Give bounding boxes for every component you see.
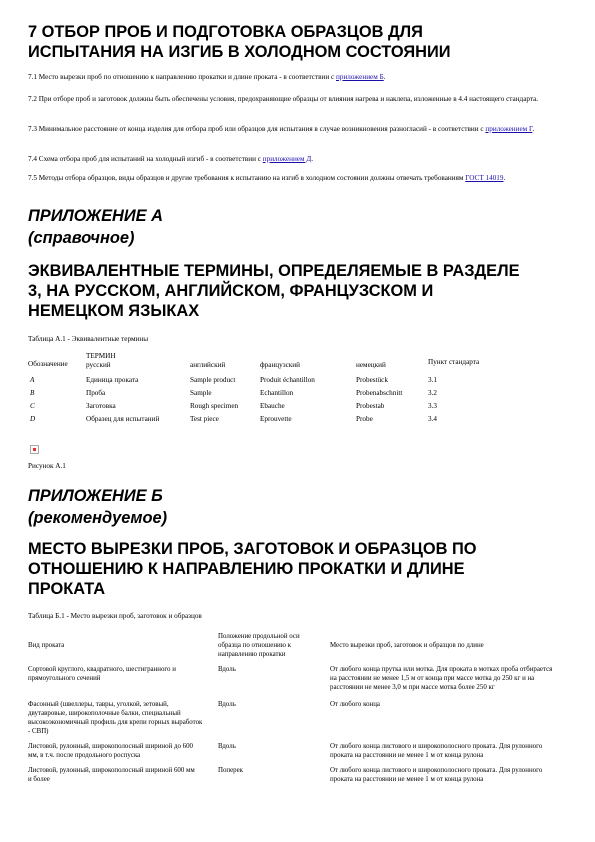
table-a1-cell-de: Probestab [356,402,385,410]
paragraph-7-3 [28,125,568,135]
paragraph-7-5-end: . [503,174,506,182]
appendix-a-title-line2: 3, НА РУССКОМ, АНГЛИЙСКОМ, ФРАНЦУЗСКОМ И [28,282,434,300]
paragraph-7-4-end: . [311,155,314,163]
table-b1-caption: Таблица Б.1 - Место вырезки проб, заготовок и образцов [28,612,202,620]
table-a1-cell-ru: Заготовка [86,402,116,410]
table-b1 [28,632,554,784]
table-a1-cell-item: 3.4 [428,415,437,423]
table-b1-cell-type: Листовой, рулонный, широкополосный шириной до 600 мм, в т.ч. после продольного роспуска [28,743,193,759]
appendix-b-title-line3: ПРОКАТА [28,580,106,598]
paragraph-7-4-text: 7.4 Схема отбора проб для испытаний на холодный изгиб - в соответствии с [28,155,263,163]
table-b1-cell-location: От любого конца прутка или мотка. Для проката в мотках проба отбирается на расстоянии не менее 1,5 м от конца при массе мотка до 250 кг и на расстоянии не менее 3,0 м при массе мотка более 250 кг [330,666,553,691]
table-b1-cell-axis: Вдоль [218,743,236,750]
table-b1-cell-type: Фасонный (швеллеры, тавры, уголкой, зетовый, двутавровые, широкополочные балки, специальный высокоэкономичный профиль для крепи горных выработок - СВП) [28,701,203,735]
appendix-a-heading [28,205,163,249]
table-b1-cell-axis: Поперек [218,767,244,774]
table-b1-header-axis: Положение продольной оси образца по отношению к направлению прокатки [218,633,300,658]
table-a1-caption: Таблица А.1 - Эквивалентные термины [28,335,149,343]
table-row [28,742,554,766]
table-a1-cell-en: Rough specimen [190,402,239,410]
appendix-b-heading [28,485,167,529]
table-a1-header-item: Пункт стандарта [428,358,480,366]
table-a1-cell-designation: С [30,402,35,410]
appendix-b-subtitle: (рекомендуемое) [28,509,168,527]
table-b1-header-location: Место вырезки проб, заготовок и образцов по длине [330,642,484,649]
table-b1-header-type: Вид проката [28,642,65,649]
table-a1-header-row-1 [28,352,498,361]
table-row [28,389,498,402]
table-a1-cell-ru: Проба [86,389,106,397]
table-a1-cell-designation: D [30,415,36,423]
appendix-a-subtitle: (справочное) [28,229,135,247]
table-a1-header-de: немецкий [356,361,386,369]
appendix-b-title-line2: ОТНОШЕНИЮ К НАПРАВЛЕНИЮ ПРОКАТКИ И ДЛИНЕ [28,560,465,578]
table-b1-cell-location: От любого конца листового и широкополосного проката. Для рулонного проката на расстоянии не менее 1 м от конца рулона [330,767,543,783]
table-a1-header-ru: русский [86,361,111,369]
paragraph-7-1-text: 7.1 Место вырезки проб по отношению к направлению прокатки и длине проката - в соответствии с [28,73,337,81]
table-b1-cell-axis: Вдоль [218,666,236,673]
link-appendix-d[interactable]: приложением Д [262,155,312,163]
table-row [28,402,498,415]
table-a1-header-fr: французский [260,361,300,369]
table-b1-cell-type: Листовой, рулонный, широкополосный шириной 600 мм и более [28,767,195,783]
table-a1-cell-designation: А [30,376,35,384]
paragraph-7-1-end: . [383,73,386,81]
appendix-b-title-line1: МЕСТО ВЫРЕЗКИ ПРОБ, ЗАГОТОВОК И ОБРАЗЦОВ ПО [28,540,477,558]
appendix-a-title [28,261,568,321]
table-a1-cell-en: Sample product [190,376,236,384]
table-b1-cell-location: От любого конца [330,701,380,708]
table-b1-cell-type: Сортовой круглого, квадратного, шестигранного и прямоугольного сечений [28,666,176,682]
table-b1-cell-location: От любого конца листового и широкополосного проката. Для рулонного проката на расстоянии не менее 1 м от конца рулона [330,743,543,759]
table-row [28,700,554,742]
table-a1-cell-item: 3.1 [428,376,437,384]
appendix-a-label: ПРИЛОЖЕНИЕ А [28,207,163,225]
paragraph-7-3-text: 7.3 Минимальное расстояние от конца изделия для отбора проб или образцов для испытания в случае возникновения разногласий - в соответствии с [28,125,486,133]
broken-image-icon [30,441,39,459]
table-row [28,376,498,389]
table-a1-header-term: ТЕРМИН [86,352,116,360]
table-a1-cell-fr: Echantillon [260,389,294,397]
section-7-title-line2: ИСПЫТАНИЯ НА ИЗГИБ В ХОЛОДНОМ СОСТОЯНИИ [28,43,451,61]
link-appendix-g[interactable]: приложением Г [485,125,533,133]
paragraph-7-3-end: . [532,125,535,133]
table-a1-cell-fr: Produit échantillon [260,376,315,384]
paragraph-7-5 [28,174,568,184]
paragraph-7-5-text: 7.5 Методы отбора образцов, виды образцов и другие требования к испытанию на изгиб в холодном состоянии должны отвечать требованиям [28,174,466,182]
paragraph-7-4 [28,155,568,165]
table-a1 [28,352,498,428]
appendix-b-title [28,539,568,599]
table-a1-cell-de: Probenabschnitt [356,389,403,397]
table-b1-header-row [28,632,554,659]
appendix-b-label: ПРИЛОЖЕНИЕ Б [28,487,163,505]
table-a1-cell-ru: Образец для испытаний [86,415,160,423]
figure-a1-caption: Рисунок А.1 [28,462,66,470]
table-a1-header-en: английский [190,361,226,369]
table-a1-cell-designation: В [30,389,35,397]
link-gost-14019[interactable]: ГОСТ 14019 [465,174,504,182]
appendix-a-title-line3: НЕМЕЦКОМ ЯЗЫКАХ [28,302,200,320]
table-row [28,415,498,428]
table-a1-cell-en: Sample [190,389,212,397]
table-a1-cell-fr: Eprouvette [260,415,292,423]
appendix-a-title-line1: ЭКВИВАЛЕНТНЫЕ ТЕРМИНЫ, ОПРЕДЕЛЯЕМЫЕ В РАЗДЕЛЕ [28,262,520,280]
table-b1-cell-axis: Вдоль [218,701,236,708]
table-a1-cell-en: Test piece [190,415,219,423]
paragraph-7-2: 7.2 При отборе проб и заготовок должны быть обеспечены условия, предохраняющие образцы от влияния нагрева и наклепа, изложенные в 4.4 настоящего стандарта. [28,95,539,103]
table-row [28,766,554,784]
table-a1-cell-item: 3.3 [428,402,437,410]
table-a1-header-designation: Обозначение [28,359,68,368]
table-a1-cell-ru: Единица проката [86,376,139,384]
section-7-title [28,22,568,62]
table-a1-cell-de: Probe [356,415,373,423]
table-row [28,665,554,700]
section-7-title-line1: 7 ОТБОР ПРОБ И ПОДГОТОВКА ОБРАЗЦОВ ДЛЯ [28,23,423,41]
table-a1-cell-de: Probestück [356,376,388,384]
table-a1-cell-fr: Ebauche [260,402,285,410]
paragraph-7-1 [28,73,568,83]
link-appendix-b[interactable]: приложением Б [336,73,384,81]
table-a1-cell-item: 3.2 [428,389,437,397]
